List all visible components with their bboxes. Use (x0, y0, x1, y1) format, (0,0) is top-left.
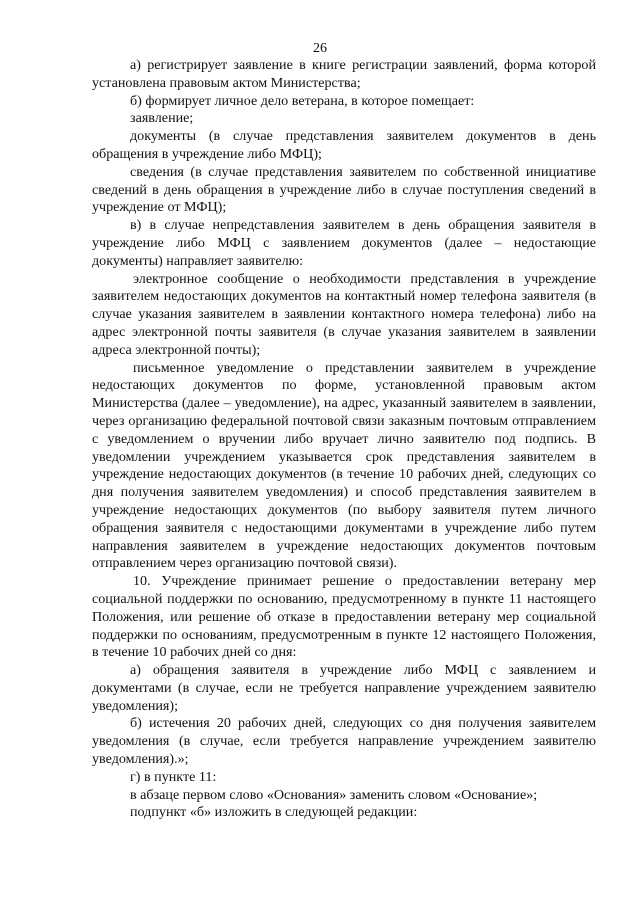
paragraph-documents: документы (в случае представления заявителем документов в день обращения в учреждение либо МФЦ); (92, 128, 596, 162)
paragraph-v-missing-documents: в) в случае непредставления заявителем в день обращения заявителя в учреждение либо МФЦ с заявлением документов (далее – недостающие документы) направляет заявителю: (92, 217, 596, 269)
paragraph-a-appeal: а) обращения заявителя в учреждение либо МФЦ с заявлением и документами (в случае, если не требуется направление учреждением заявителю уведомления); (92, 662, 596, 714)
paragraph-information: сведения (в случае представления заявителем по собственной инициативе сведений в день обращения в учреждение либо в случае поступления сведений в учреждение от МФЦ); (92, 163, 596, 216)
paragraph-subitem-b-edit: подпункт «б» изложить в следующей редакции: (130, 804, 418, 821)
paragraph-10-decision: 10. Учреждение принимает решение о предоставлении ветерану мер социальной поддержки по основанию, предусмотренному в пункте 11 настоящего Положения, или решение об отказе в предоставлении ветерану мер социальной поддержки по основаниям, предусмотренным в пункте 12 настоящего Положения, в течение 10 рабочих дней со дня: (92, 573, 596, 661)
paragraph-b-personal-file: б) формирует личное дело ветерана, в которое помещает: (130, 92, 475, 109)
paragraph-electronic-message: электронное сообщение о необходимости представления в учреждение заявителем недостающих документов на контактный номер телефона заявителя (в случае указания заявителем в заявлении контактного номера телефона) либо на адрес электронной почты заявителя (в случае указания заявителем в заявлении адреса электронной почты); (92, 270, 596, 358)
paragraph-b-expiry: б) истечения 20 рабочих дней, следующих со дня получения заявителем уведомления (в случае, если требуется направление учреждением заявителю уведомления).»; (92, 715, 596, 768)
paragraph-application: заявление; (130, 110, 194, 127)
page-number: 26 (313, 41, 327, 56)
paragraph-g-item-11: г) в пункте 11: (130, 768, 217, 785)
paragraph-written-notice: письменное уведомление о представлении заявителем в учреждение недостающих документов по форме, установленной правовым актом Министерства (далее – уведомление), на адрес, указанный заявителем в заявлении, через организацию федеральной почтовой связи заказным почтовым отправлением с уведомлением о вручении либо вручает лично заявителю под подпись. В уведомлении учреждением указывается срок представления заявителем в учреждение недостающих документов (в течение 10 рабочих дней, следующих со дня получения заявителем уведомления) и способ представления заявителем в учреждение недостающих документов (по выбору заявителя путем личного обращения заявителя с недостающими документами в учреждение либо путем направления заявителем в учреждение недостающих документов почтовым отправлением через организацию почтовой связи). (92, 359, 596, 572)
document-body (92, 57, 596, 822)
paragraph-replace-word: в абзаце первом слово «Основания» заменить словом «Основание»; (130, 786, 538, 803)
paragraph-a-register: а) регистрирует заявление в книге регистрации заявлений, форма которой установлена правовым актом Министерства; (92, 57, 596, 91)
